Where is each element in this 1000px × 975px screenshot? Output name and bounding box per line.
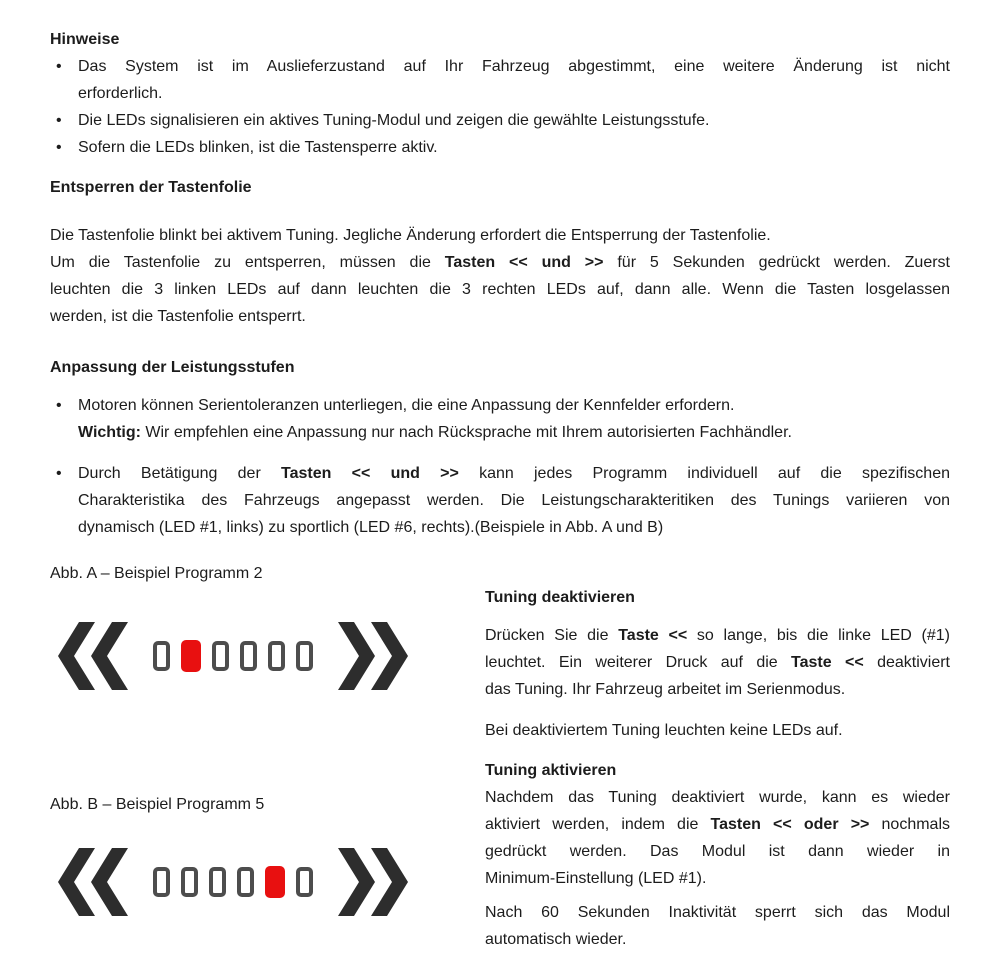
- text-line: [78, 107, 950, 134]
- hinweise-bullet-2: [50, 107, 950, 134]
- led-indicator-active: [181, 640, 201, 672]
- text-segment: Charakteristika des Fahrzeugs angepasst werden. Die Leistungscharakteritiken des Tunings variieren von: [78, 492, 950, 509]
- figure-b-label: Abb. B – Beispiel Programm 5: [50, 796, 265, 813]
- text-line: [50, 303, 950, 330]
- text-segment: deaktiviert: [863, 654, 950, 671]
- hinweise-title: Hinweise: [50, 31, 120, 48]
- tuning-deaktivieren-title: Tuning deaktivieren: [485, 589, 635, 606]
- led-indicator: [296, 641, 313, 671]
- text-line: [485, 676, 950, 703]
- figure-a-led-display: [58, 622, 485, 690]
- tuning-aktivieren-paragraph-1: [485, 784, 950, 892]
- text-line: [50, 222, 950, 249]
- text-segment: Sofern die LEDs blinken, ist die Tastensperre aktiv.: [78, 139, 438, 156]
- figures-and-instructions: [50, 560, 950, 953]
- led-indicator-active: [265, 866, 285, 898]
- text-line: [78, 419, 950, 446]
- text-line: [485, 717, 950, 744]
- text-segment: Wir empfehlen eine Anpassung nur nach Rücksprache mit Ihrem autorisierten Fachhändler.: [140, 424, 792, 441]
- bullet-marker: •: [56, 139, 62, 156]
- bold-text-segment: Tasten << oder >>: [710, 816, 870, 833]
- figures-column: [50, 560, 485, 953]
- double-chevron-left-icon: [58, 622, 128, 690]
- text-line: [485, 649, 950, 676]
- figure-a-label: Abb. A – Beispiel Programm 2: [50, 565, 263, 582]
- text-segment: Drücken Sie die: [485, 627, 619, 644]
- text-segment: Die LEDs signalisieren ein aktives Tuning-Modul und zeigen die gewählte Leistungsstufe.: [78, 112, 710, 129]
- anpassung-bullet-2-text: [78, 460, 950, 541]
- text-line: [78, 392, 950, 419]
- bold-text-segment: Taste <<: [618, 627, 688, 644]
- hinweise-bullet-1: [50, 53, 950, 107]
- text-segment: Minimum-Einstellung (LED #1).: [485, 870, 707, 887]
- text-line: [50, 276, 950, 303]
- text-segment: leuchten die 3 linken LEDs auf dann leuchten die 3 rechten LEDs auf, dann alle. Wenn die Tasten losgelassen: [50, 281, 950, 298]
- tuning-deaktivieren-paragraph-2: [485, 717, 950, 744]
- section-entsperren: [50, 174, 950, 330]
- text-line: [485, 899, 950, 926]
- hinweise-bullet-2-text: [78, 107, 950, 134]
- led-indicator: [153, 867, 170, 897]
- led-indicator: [268, 641, 285, 671]
- text-line: [485, 838, 950, 865]
- entsperren-title: Entsperren der Tastenfolie: [50, 179, 252, 196]
- text-line: [485, 622, 950, 649]
- section-anpassung: [50, 354, 950, 541]
- bold-text-segment: Wichtig:: [78, 424, 141, 441]
- anpassung-bullet-2: [50, 460, 950, 541]
- text-line: [78, 487, 950, 514]
- text-line: [485, 811, 950, 838]
- text-line: [78, 514, 950, 541]
- bullet-marker: •: [56, 397, 62, 414]
- hinweise-bullet-3-text: [78, 134, 950, 161]
- text-segment: Nach 60 Sekunden Inaktivität sperrt sich das Modul: [485, 904, 950, 921]
- bold-text-segment: Tasten << und >>: [444, 254, 604, 271]
- bold-text-segment: Tasten << und >>: [281, 465, 459, 482]
- text-segment: Motoren können Serientoleranzen unterliegen, die eine Anpassung der Kennfelder erfordern.: [78, 397, 735, 414]
- text-segment: das Tuning. Ihr Fahrzeug arbeitet im Serienmodus.: [485, 681, 846, 698]
- bullet-marker: •: [56, 112, 62, 129]
- section-hinweise: [50, 26, 950, 161]
- text-segment: dynamisch (LED #1, links) zu sportlich (LED #6, rechts).(Beispiele in Abb. A und B): [78, 519, 664, 536]
- led-strip: [153, 640, 313, 672]
- tuning-aktivieren-title: Tuning aktivieren: [485, 762, 617, 779]
- text-segment: Die Tastenfolie blinkt bei aktivem Tuning. Jegliche Änderung erfordert die Entsperrung der Tastenfolie.: [50, 227, 771, 244]
- tuning-aktivieren-paragraph-2: [485, 899, 950, 953]
- text-segment: Bei deaktiviertem Tuning leuchten keine LEDs auf.: [485, 722, 843, 739]
- text-segment: für 5 Sekunden gedrückt werden. Zuerst: [603, 254, 950, 271]
- anpassung-bullet-1: [50, 392, 950, 446]
- led-indicator: [296, 867, 313, 897]
- figure-b-led-display: [58, 848, 485, 916]
- led-indicator: [237, 867, 254, 897]
- bullet-marker: •: [56, 58, 62, 75]
- led-strip: [153, 866, 313, 898]
- text-segment: so lange, bis die linke LED (#1): [687, 627, 950, 644]
- text-segment: Das System ist im Auslieferzustand auf Ihr Fahrzeug abgestimmt, eine weitere Änderung ist nicht: [78, 58, 950, 75]
- tuning-deaktivieren-paragraph-1: [485, 622, 950, 703]
- text-segment: werden, ist die Tastenfolie entsperrt.: [50, 308, 306, 325]
- text-line: [78, 134, 950, 161]
- text-segment: automatisch wieder.: [485, 931, 627, 948]
- anpassung-title: Anpassung der Leistungsstufen: [50, 359, 295, 376]
- text-segment: gedrückt werden. Das Modul ist dann wieder in: [485, 843, 950, 860]
- text-segment: Durch Betätigung der: [78, 465, 282, 482]
- double-chevron-right-icon: [338, 848, 408, 916]
- text-line: [78, 53, 950, 80]
- anpassung-bullet-1-text: [78, 392, 950, 446]
- bullet-marker: •: [56, 465, 62, 482]
- led-indicator: [209, 867, 226, 897]
- led-indicator: [240, 641, 257, 671]
- text-segment: aktiviert werden, indem die: [485, 816, 711, 833]
- text-line: [485, 784, 950, 811]
- text-line: [78, 80, 950, 107]
- text-segment: Um die Tastenfolie zu entsperren, müssen die: [50, 254, 445, 271]
- text-segment: kann jedes Programm individuell auf die spezifischen: [458, 465, 951, 482]
- entsperren-paragraph: [50, 222, 950, 330]
- double-chevron-right-icon: [338, 622, 408, 690]
- text-segment: Nachdem das Tuning deaktiviert wurde, kann es wieder: [485, 789, 950, 806]
- double-chevron-left-icon: [58, 848, 128, 916]
- text-line: [78, 460, 950, 487]
- bold-text-segment: Taste <<: [791, 654, 864, 671]
- text-line: [50, 249, 950, 276]
- instructions-column: [485, 560, 950, 953]
- led-indicator: [181, 867, 198, 897]
- hinweise-bullet-1-text: [78, 53, 950, 107]
- text-segment: leuchtet. Ein weiterer Druck auf die: [485, 654, 792, 671]
- led-indicator: [212, 641, 229, 671]
- text-segment: erforderlich.: [78, 85, 163, 102]
- text-line: [485, 926, 950, 953]
- led-indicator: [153, 641, 170, 671]
- text-line: [485, 865, 950, 892]
- hinweise-bullet-3: [50, 134, 950, 161]
- text-segment: nochmals: [869, 816, 951, 833]
